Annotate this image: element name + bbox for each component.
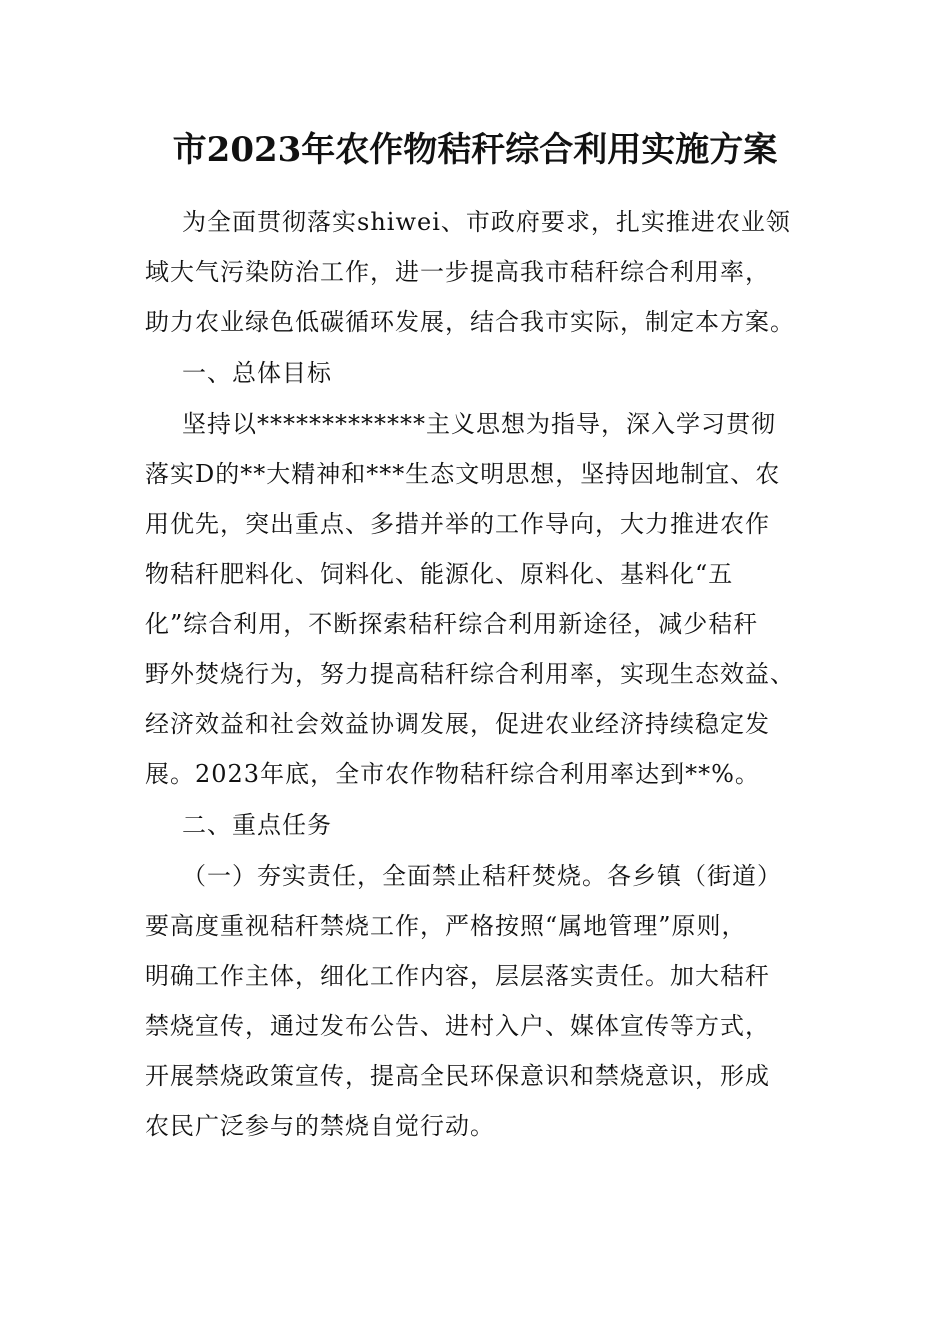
paragraph-goals-line-1: 坚持以*************主义思想为指导，深入学习贯彻	[182, 410, 776, 438]
paragraph-goals-line-5: 化”综合利用，不断探索秸秆综合利用新途径，减少秸秆	[145, 610, 759, 638]
paragraph-tasks-line-5: 开展禁烧政策宣传，提高全民环保意识和禁烧意识，形成	[145, 1062, 770, 1090]
paragraph-goals-line-3: 用优先，突出重点、多措并举的工作导向，大力推进农作	[145, 510, 770, 538]
paragraph-goals-line-8: 展。2023年底，全市农作物秸秆综合利用率达到**%。	[145, 760, 760, 788]
paragraph-goals-line-7: 经济效益和社会效益协调发展，促进农业经济持续稳定发	[145, 710, 770, 738]
paragraph-intro-line-2: 域大气污染防治工作，进一步提高我市秸秆综合利用率，	[145, 258, 770, 286]
section-heading-goals: 一、总体目标	[182, 359, 332, 387]
paragraph-tasks-line-1: （一）夯实责任，全面禁止秸秆焚烧。各乡镇（街道）	[182, 862, 782, 890]
document-title: 市2023年农作物秸秆综合利用实施方案	[172, 130, 778, 170]
paragraph-tasks-line-4: 禁烧宣传，通过发布公告、进村入户、媒体宣传等方式，	[145, 1012, 770, 1040]
paragraph-goals-line-4: 物秸秆肥料化、饲料化、能源化、原料化、基料化“五	[145, 560, 734, 588]
paragraph-goals-line-6: 野外焚烧行为，努力提高秸秆综合利用率，实现生态效益、	[145, 660, 795, 688]
paragraph-goals-line-2: 落实D的**大精神和***生态文明思想，坚持因地制宜、农	[145, 460, 781, 488]
paragraph-intro-line-1: 为全面贯彻落实shiwei、市政府要求，扎实推进农业领	[182, 208, 791, 236]
section-heading-tasks: 二、重点任务	[182, 811, 332, 839]
paragraph-tasks-line-6: 农民广泛参与的禁烧自觉行动。	[145, 1112, 495, 1140]
paragraph-tasks-line-2: 要高度重视秸秆禁烧工作，严格按照“属地管理”原则，	[145, 912, 747, 940]
paragraph-tasks-line-3: 明确工作主体，细化工作内容，层层落实责任。加大秸秆	[145, 962, 770, 990]
paragraph-intro-line-3: 助力农业绿色低碳循环发展，结合我市实际，制定本方案。	[145, 308, 795, 336]
